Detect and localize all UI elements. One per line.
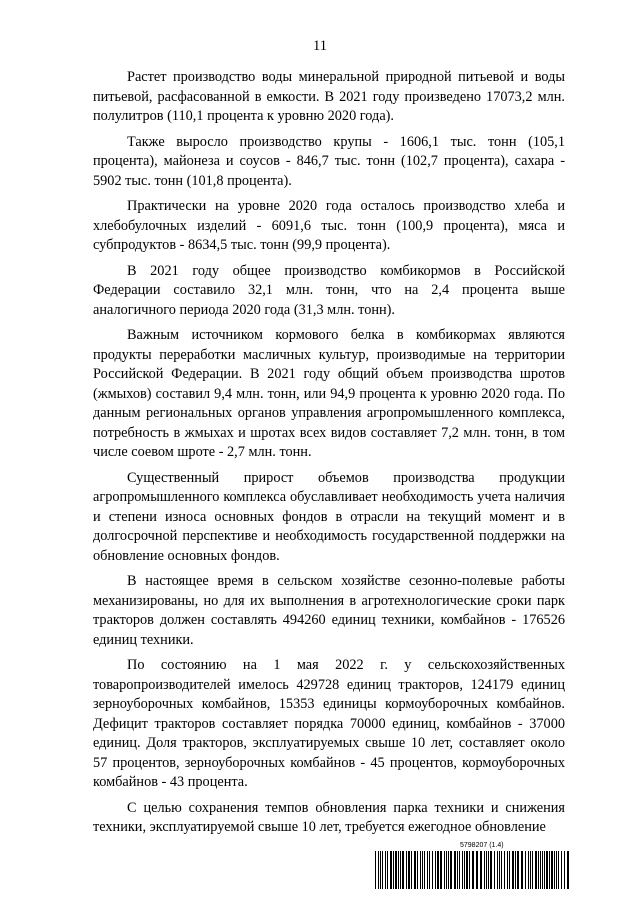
paragraph-machinery-status: По состоянию на 1 мая 2022 г. у сельскохозяйственных товаропроизводителей имелось 429728 единиц тракторов, 124179 единиц зерноуборочных комбайнов, 15353 единицы кормоуборочных комбайнов. Дефицит тракторов составляет порядка 70000 единиц, комбайнов - 37000 единиц. Доля тракторов, эксплуатируемых свыше 10 лет, составляет около 57 процентов, зерноуборочных комбайнов - 45 процентов, кормоуборочных комбайнов - 43 процента. — [93, 657, 565, 790]
document-barcode — [375, 842, 570, 892]
paragraph-bread-meat: Практически на уровне 2020 года осталось производство хлеба и хлебобулочных изделий - 6091,6 тыс. тонн (100,9 процента), мяса и субпродуктов - 8634,5 тыс. тонн (99,9 процента). — [93, 198, 565, 253]
barcode-code: 5798207 (1.4) — [460, 842, 504, 849]
paragraph-feed-protein: Важным источником кормового белка в комбикормах являются продукты переработки масличных культур, производимые на территории Российской Федерации. В 2021 году общий объем производства шротов (жмыхов) составил 9,4 млн. тонн, или 94,9 процента к уровню 2020 года. По данным региональных органов управления агропромышленного комплекса, потребность в жмыхах и шротах всех видов составляет 7,2 млн. тонн, в том числе соевом шроте - 2,7 млн. тонн. — [93, 327, 565, 460]
paragraph-renewal: С целью сохранения темпов обновления парка техники и снижения техники, эксплуатируемой свыше 10 лет, требуется ежегодное обновление — [93, 799, 565, 835]
paragraph-compound-feed: В 2021 году общее производство комбикормов в Российской Федерации составило 32,1 млн. тонн, что на 2,4 процента выше аналогичного периода 2020 года (31,3 млн. тонн). — [93, 262, 565, 318]
barcode-icon — [375, 851, 570, 889]
page-number: 11 — [313, 38, 327, 54]
paragraph-mechanization: В настоящее время в сельском хозяйстве сезонно-полевые работы механизированы, но для их выполнения в агротехнологические сроки парк тракторов должен составлять 494260 единиц техники, комбайнов - 176526 единиц техники. — [93, 573, 565, 648]
paragraph-fixed-assets: Существенный прирост объемов производства продукции агропромышленного комплекса обуславливает необходимость учета наличия и степени износа основных фондов в отрасли на текущий момент и в долгосрочной перспективе и необходимость государственной поддержки на обновление основных фондов. — [93, 469, 565, 564]
paragraph-cereals-sauces-sugar: Также выросло производство крупы - 1606,1 тыс. тонн (105,1 процента), майонеза и соусов - 846,7 тыс. тонн (102,7 процента), сахара - 5902 тыс. тонн (101,8 процента). — [93, 133, 565, 189]
paragraph-mineral-water: Растет производство воды минеральной природной питьевой и воды питьевой, расфасованной в емкости. В 2021 году произведено 17073,2 млн. полулитров (110,1 процента к уровню 2020 года). — [93, 69, 565, 124]
document-body — [93, 68, 565, 844]
